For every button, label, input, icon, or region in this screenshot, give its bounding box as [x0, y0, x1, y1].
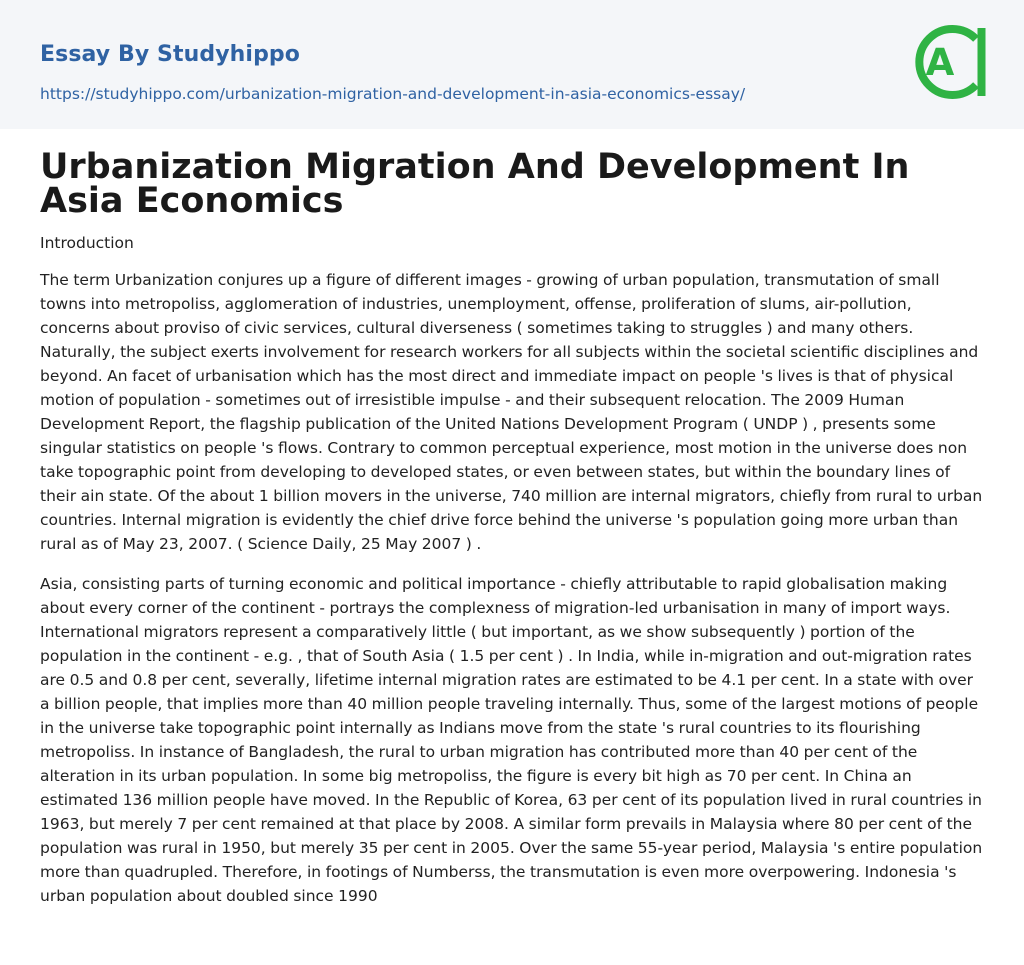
section-heading: Introduction: [40, 234, 134, 252]
essay-title: Urbanization Migration And Development In Asia Economics: [40, 147, 910, 221]
studyhippo-logo-icon[interactable]: [912, 19, 986, 105]
essay-body: [40, 268, 985, 924]
paragraph: The term Urbanization conjures up a figure of different images - growing of urban population, transmutation of small towns into metropoliss, agglomeration of industries, unemployment, offense, proliferation of slums, air-pollution, concerns about proviso of civic services, cultural diverseness ( sometimes taking to struggles ) and many others. Naturally, the subject exerts involvement for research workers for all subjects within the societal scientific disciplines and beyond. An facet of urbanisation which has the most direct and immediate impact on people 's lives is that of physical motion of population - sometimes out of irresistible impulse - and their subsequent relocation. The 2009 Human Development Report, the flagship publication of the United Nations Development Program ( UNDP ) , presents some singular statistics on people 's flows. Contrary to common perceptual experience, most motion in the universe does non take topographic point from developing to developed states, or even between states, but within the boundary lines of their ain state. Of the about 1 billion movers in the universe, 740 million are internal migrators, chiefly from rural to urban countries. Internal migration is evidently the chief drive force behind the universe 's population going more urban than rural as of May 23, 2007. ( Science Daily, 25 May 2007 ) .: [40, 271, 983, 553]
logo-letter: A: [925, 41, 955, 84]
site-header: [0, 0, 1024, 129]
essay-url-link[interactable]: https://studyhippo.com/urbanization-migration-and-development-in-asia-economics-essay/: [40, 85, 746, 103]
paragraph: Asia, consisting parts of turning economic and political importance - chiefly attributable to rapid globalisation making about every corner of the continent - portrays the complexness of migration-led urbanisation in many of import ways. International migrators represent a comparatively little ( but important, as we show subsequently ) portion of the population in the continent - e.g. , that of South Asia ( 1.5 per cent ) . In India, while in-migration and out-migration rates are 0.5 and 0.8 per cent, severally, lifetime internal migration rates are estimated to be 4.1 per cent. In a state with over a billion people, that implies more than 40 million people traveling internally. Thus, some of the largest motions of people in the universe take topographic point internally as Indians move from the state 's rural countries to its flourishing metropoliss. In instance of Bangladesh, the rural to urban migration has contributed more than 40 per cent of the alteration in its urban population. In some big metropoliss, the figure is every bit high as 70 per cent. In China an estimated 136 million people have moved. In the Republic of Korea, 63 per cent of its population lived in rural countries in 1963, but merely 7 per cent remained at that place by 2008. A similar form prevails in Malaysia where 80 per cent of the population was rural in 1950, but merely 35 per cent in 2005. Over the same 55-year period, Malaysia 's entire population more than quadrupled. Therefore, in footings of Numberss, the transmutation is even more overpowering. Indonesia 's urban population about doubled since 1990: [40, 575, 983, 905]
site-brand[interactable]: Essay By Studyhippo: [40, 42, 300, 67]
